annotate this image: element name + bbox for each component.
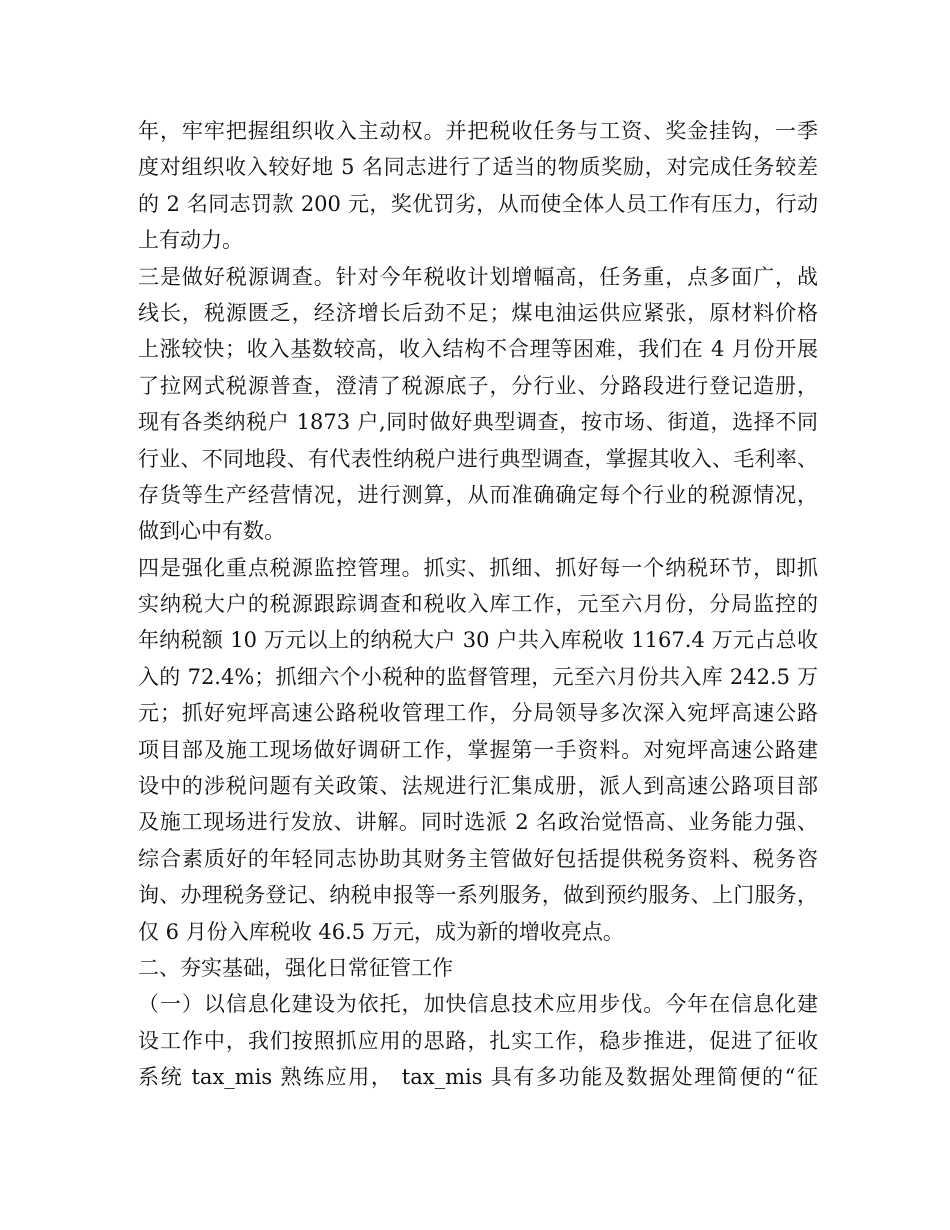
text-line: 四是强化重点税源监控管理。抓实、抓细、抓好每一个纳税环节，即抓: [138, 555, 818, 580]
text-line: 的 2 名同志罚款 200 元，奖优罚劣，从而使全体人员工作有压力，行动: [138, 191, 818, 216]
text-line: 上有动力。: [138, 228, 243, 253]
text-line: 及施工现场进行发放、讲解。同时选派 2 名政治觉悟高、业务能力强、: [138, 810, 818, 835]
text-line: 系统 tax_mis 熟练应用， tax_mis 具有多功能及数据处理简便的“征: [138, 1065, 818, 1090]
text-line: 年纳税额 10 万元以上的纳税大户 30 户共入库税收 1167.4 万元占总收: [138, 628, 818, 653]
text-line: 询、办理税务登记、纳税申报等一系列服务，做到预约服务、上门服务，: [138, 883, 818, 908]
text-line: 线长，税源匮乏，经济增长后劲不足；煤电油运供应紧张，原材料价格: [138, 300, 818, 325]
text-line: （一）以信息化建设为依托，加快信息技术应用步伐。今年在信息化建: [138, 992, 818, 1017]
text-line: 度对组织收入较好地 5 名同志进行了适当的物质奖励，对完成任务较差: [138, 155, 818, 180]
text-line: 入的 72.4%；抓细六个小税种的监督管理，元至六月份共入库 242.5 万: [138, 664, 818, 689]
text-line: 仅 6 月份入库税收 46.5 万元，成为新的增收亮点。: [138, 919, 624, 944]
text-line: 年，牢牢把握组织收入主动权。并把税收任务与工资、奖金挂钩，一季: [138, 119, 818, 143]
text-line: 综合素质好的年轻同志协助其财务主管做好包括提供税务资料、税务咨: [138, 846, 818, 871]
section-heading: 二、夯实基础，强化日常征管工作: [138, 955, 453, 980]
text-line: 三是做好税源调查。针对今年税收计划增幅高，任务重，点多面广，战: [138, 264, 818, 289]
text-line: 做到心中有数。: [138, 519, 285, 544]
text-line: 行业、不同地段、有代表性纳税户进行典型调查，掌握其收入、毛利率、: [138, 446, 818, 471]
text-line: 实纳税大户的税源跟踪调查和税收入库工作，元至六月份，分局监控的: [138, 592, 818, 617]
text-line: 现有各类纳税户 1873 户,同时做好典型调查，按市场、街道，选择不同: [138, 410, 818, 435]
document-page: [138, 113, 818, 1096]
text-line: 项目部及施工现场做好调研工作，掌握第一手资料。对宛坪高速公路建: [138, 737, 818, 762]
text-line: 设工作中，我们按照抓应用的思路，扎实工作，稳步推进，促进了征收: [138, 1028, 818, 1053]
text-line: 了拉网式税源普查，澄清了税源底子，分行业、分路段进行登记造册，: [138, 373, 818, 398]
text-line: 上涨较快；收入基数较高，收入结构不合理等困难，我们在 4 月份开展: [138, 337, 818, 362]
text-line: 元；抓好宛坪高速公路税收管理工作，分局领导多次深入宛坪高速公路: [138, 701, 818, 726]
text-line: 设中的涉税问题有关政策、法规进行汇集成册，派人到高速公路项目部: [138, 774, 818, 799]
text-line: 存货等生产经营情况，进行测算，从而准确确定每个行业的税源情况，: [138, 482, 818, 507]
